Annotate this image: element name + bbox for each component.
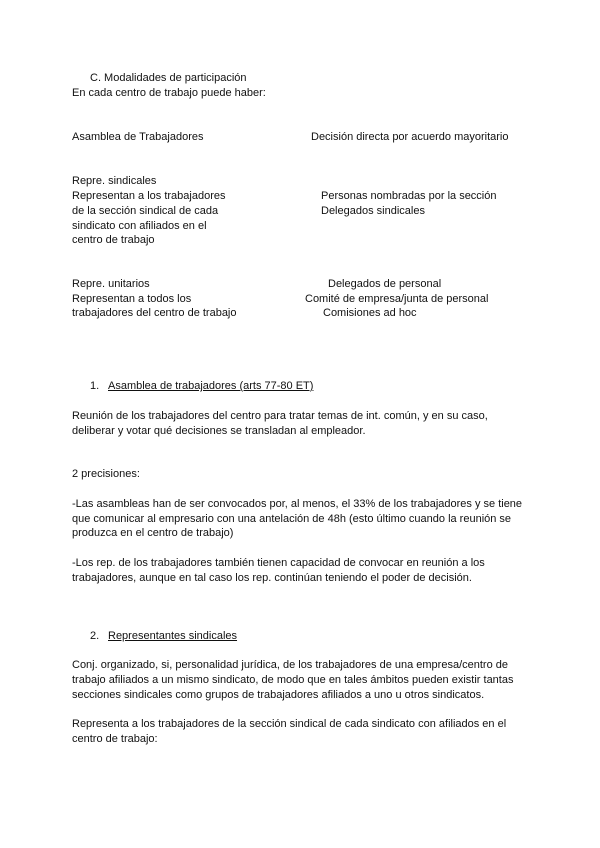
precisiones-label: 2 precisiones:: [72, 468, 140, 480]
section-2-title: Representantes sindicales: [108, 630, 238, 642]
unitarios-left-line: Repre. unitarios: [72, 278, 150, 290]
section-2-paragraph-line: secciones sindicales como grupos de trabajadores afiliados a uno u otros sindicatos.: [72, 689, 485, 701]
precision-1-line: que comunicar al empresario con una antelación de 48h (esto último cuando la reunión se: [72, 513, 512, 525]
sindicales-left-line: Repre. sindicales: [72, 175, 157, 187]
asamblea-description: Decisión directa por acuerdo mayoritario: [311, 131, 509, 143]
precision-1-line: produzca en el centro de trabajo): [72, 527, 234, 539]
precision-2-line: -Los rep. de los trabajadores también tienen capacidad de convocar en reunión a los: [72, 557, 485, 569]
sindicales-right-line: Personas nombradas por la sección: [321, 190, 497, 202]
section-2-paragraph-line: Conj. organizado, si, personalidad jurídica, de los trabajadores de una empresa/centro de: [72, 659, 508, 671]
section-1-paragraph-line: deliberar y votar qué decisiones se transladan al empleador.: [72, 425, 366, 437]
section-2-number: 2.: [90, 630, 100, 642]
sindicales-left-line: de la sección sindical de cada: [72, 205, 219, 217]
section-2-paragraph2-line: centro de trabajo:: [72, 733, 158, 745]
sindicales-left-line: Representan a los trabajadores: [72, 190, 226, 202]
sindicales-left-line: sindicato con afiliados en el: [72, 220, 207, 232]
section-c-heading: C. Modalidades de participación: [90, 72, 247, 84]
precision-2-line: trabajadores, aunque en tal caso los rep. continúan teniendo el poder de decisión.: [72, 572, 472, 584]
section-2-paragraph-line: trabajo afiliados a un mismo sindicato, de modo que en tales ámbitos pueden existir tantas: [72, 674, 514, 686]
sindicales-right-line: Delegados sindicales: [321, 205, 425, 217]
section-c-intro: En cada centro de trabajo puede haber:: [72, 87, 266, 99]
unitarios-right-line: Comisiones ad hoc: [323, 307, 417, 319]
unitarios-right-line: Delegados de personal: [328, 278, 442, 290]
unitarios-left-line: trabajadores del centro de trabajo: [72, 307, 237, 319]
section-2-paragraph2-line: Representa a los trabajadores de la sección sindical de cada sindicato con afiliados en el: [72, 718, 507, 730]
section-1-title: Asamblea de trabajadores (arts 77-80 ET): [108, 380, 314, 392]
section-1-paragraph-line: Reunión de los trabajadores del centro para tratar temas de int. común, y en su caso,: [72, 410, 488, 422]
asamblea-label: Asamblea de Trabajadores: [72, 131, 204, 143]
unitarios-left-line: Representan a todos los: [72, 293, 192, 305]
section-1-number: 1.: [90, 380, 100, 392]
unitarios-right-line: Comité de empresa/junta de personal: [305, 293, 489, 305]
sindicales-left-line: centro de trabajo: [72, 234, 155, 246]
precision-1-line: -Las asambleas han de ser convocados por, al menos, el 33% de los trabajadores y se tiene: [72, 498, 523, 510]
